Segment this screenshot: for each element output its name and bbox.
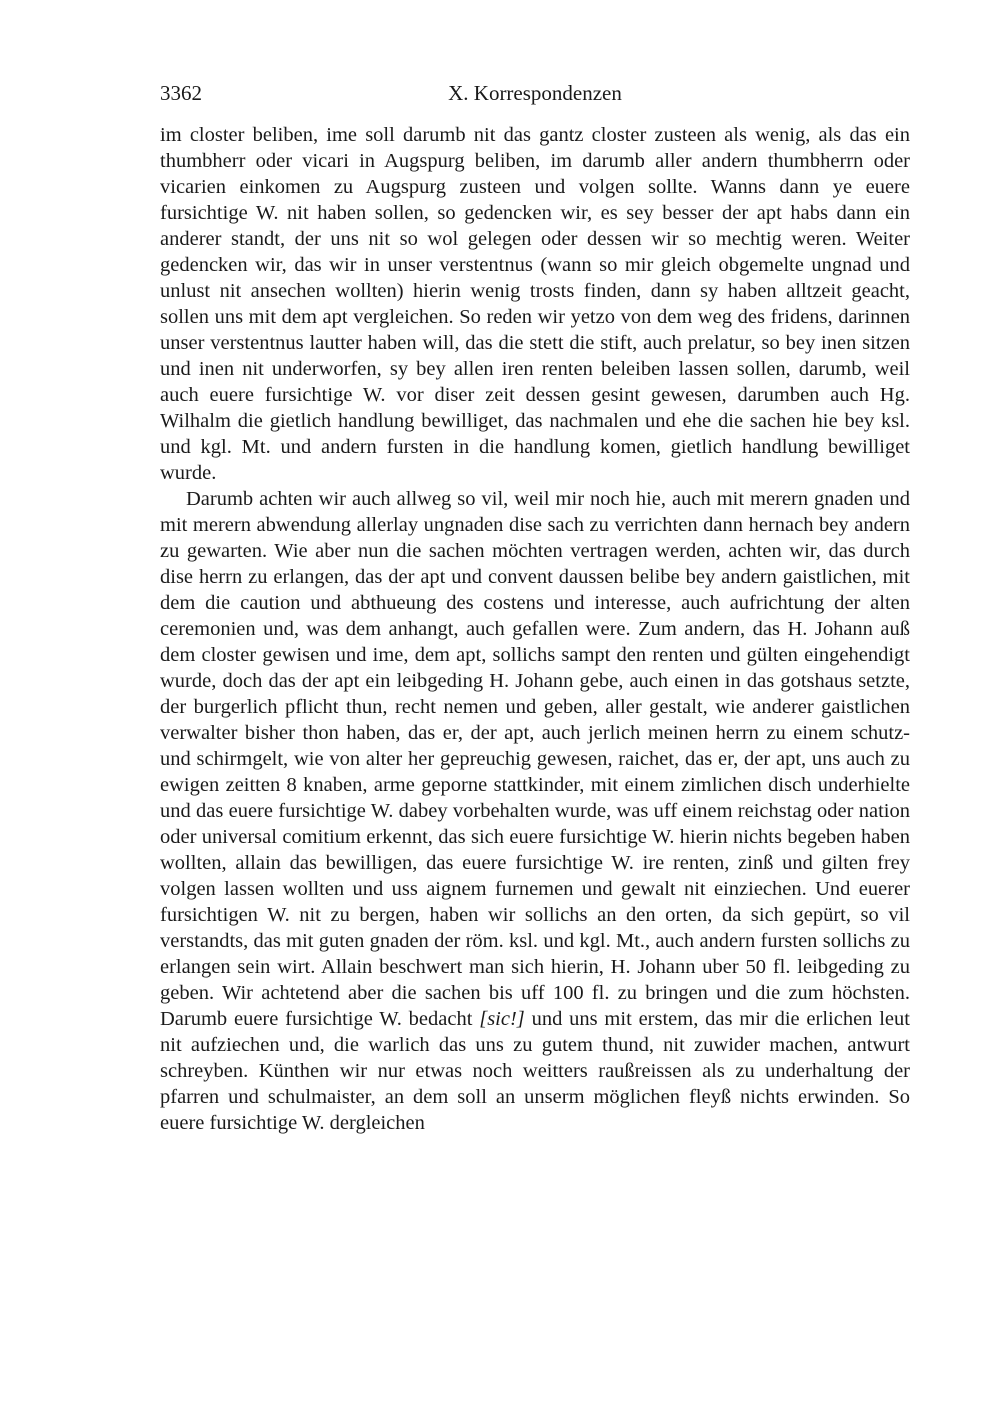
page-number: 3362 (160, 81, 202, 105)
paragraph-2-text-after: und uns mit erstem, das mir die erlichen leut nit aufziechen und, die warlich das uns zu gutem thund, nit zuwider machen, antwurt schreyben. Künthen wir nur etwas noch weitters raußreissen als zu underhaltung der pfarren und schulmaister, an dem soll an unserm möglichen fleyß nichts erwinden. So euere fursichtige W. dergleichen (160, 1008, 910, 1134)
running-head (160, 78, 910, 108)
paragraph-1: im closter beliben, ime soll darumb nit das gantz closter zusteen als wenig, als das ein thumbherr oder vicari in Augspurg beliben, im darumb aller andern thumbherrn oder vicarien einkomen zu Augspurg zusteen und volgen sollte. Wanns dann ye euere fursichtige W. nit haben sollen, so gedencken wir, es sey besser der apt habs dann ein anderer standt, der uns nit so wol gelegen oder dessen wir so mechtig weren. Weiter gedencken wir, das wir in unser verstentnus (wann so mir gleich obgemelte ungnad und unlust nit ansechen wollten) hierin wenig trosts finden, dann sy haben alltzeit geacht, sollen uns mit dem apt vergleichen. So reden wir yetzo von dem weg des fridens, darinnen unser verstentnus lautter haben will, das die stett die stift, auch prelatur, so bey inen sitzen und inen nit underworfen, sy bey allen iren renten beleiben lassen sollen, darumb, weil auch euere fursichtige W. vor diser zeit dessen gesint gewesen, darumben auch Hg. Wilhalm die gietlich handlung bewilliget, das nachmalen und ehe die sachen hie bey ksl. und kgl. Mt. und andern fursten in die handlung komen, gietlich handlung bewilliget wurde. (160, 124, 910, 484)
paragraph-2 (160, 486, 910, 1136)
body-text (160, 122, 910, 1136)
document-page (160, 78, 910, 1136)
section-title: X. Korrespondenzen (448, 81, 622, 105)
editorial-note: [sic!] (479, 1008, 525, 1030)
paragraph-2-text-before: Darumb achten wir auch allweg so vil, weil mir noch hie, auch mit merern gnaden und mit merern abwendung allerlay ungnaden dise sach zu verrichten dann hernach bey andern zu gewarten. Wie aber nun die sachen möchten vertragen werden, achten wir, das durch dise herrn zu erlangen, das der apt und convent daussen belibe bey andern gaistlichen, mit dem die caution und abthueung des costens und interesse, auch aufrichtung der alten ceremonien und, was dem anhangt, auch gefallen were. Zum andern, das H. Johann auß dem closter gewisen und ime, dem apt, sollichs sampt den renten und gülten eingehendigt wurde, doch das der apt ein leibgeding H. Johann gebe, auch einen in das gotshaus setzte, der burgerlich pflicht thun, recht nemen und geben, aller gestalt, wie anderer gaistlichen verwalter bisher thon haben, das er, der apt, auch jerlich meinen herrn zu einem schutz- und schirmgelt, wie von alter her gepreuchig gewesen, raichet, das er, der apt, uns auch zu ewigen zeitten 8 knaben, arme geporne stattkinder, mit einem zimlichen disch underhielte und das euere fursichtige W. dabey vorbehalten wurde, was uff einem reichstag oder nation oder universal comitium erkennt, das sich euere fursichtige W. hierin nichts begeben haben wollten, allain das bewilligen, das euere fursichtige W. ire renten, zinß und gilten frey volgen lassen wollten und uss aignem furnemen und gewalt nit einziechen. Und euerer fursichtigen W. nit zu bergen, haben wir sollichs an den orten, da sich gepürt, so vil verstandts, das mit guten gnaden der röm. ksl. und kgl. Mt., auch andern fursten sollichs zu erlangen sein wirt. Allain beschwert man sich hierin, H. Johann uber 50 fl. leibgeding zu geben. Wir achtetend aber die sachen bis uff 100 fl. zu bringen und die zum höchsten. Darumb euere fursichtige W. bedacht (160, 488, 910, 1030)
